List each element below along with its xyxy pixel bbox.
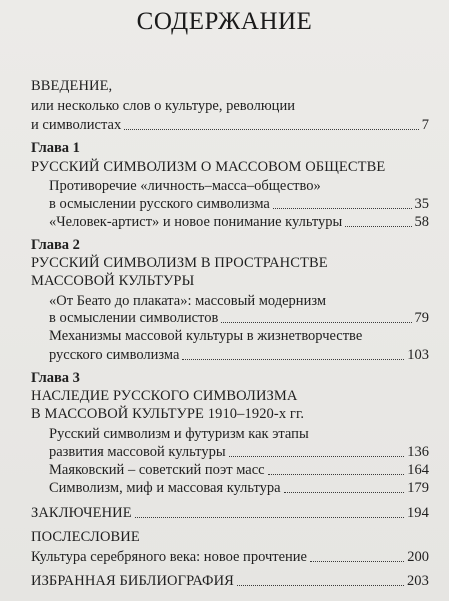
- page-number: 136: [407, 444, 429, 460]
- page-number: 35: [414, 196, 429, 212]
- dot-leader: [124, 128, 419, 130]
- chapter-3-label: Глава 3: [31, 370, 80, 386]
- toc-entry-text: ИЗБРАННАЯ БИБЛИОГРАФИЯ: [31, 573, 234, 589]
- page-number: 194: [406, 505, 429, 521]
- dot-leader: [310, 560, 404, 562]
- chapter-2-label: Глава 2: [31, 237, 80, 253]
- dot-leader: [229, 455, 405, 457]
- toc-entry-ch3-s1: [49, 443, 429, 461]
- toc-entry-intro: [31, 116, 429, 134]
- toc-entry-text: Русский символизм и футуризм как этапы: [49, 426, 309, 442]
- toc-entry-conclusion: [31, 504, 429, 522]
- chapter-3-title: НАСЛЕДИЕ РУССКОГО СИМВОЛИЗМА: [31, 388, 298, 404]
- dot-leader: [182, 358, 404, 360]
- toc-entry-ch1-s2: [49, 213, 429, 231]
- toc-entry-ch2-s2: [49, 346, 429, 364]
- page-number: 179: [407, 480, 429, 496]
- toc-entry-text: и символистах: [31, 117, 122, 133]
- toc-entry-text: Культура серебряного века: новое прочтение: [31, 549, 307, 565]
- dot-leader: [273, 207, 412, 209]
- page-number: 203: [406, 573, 429, 589]
- chapter-3-title-cont: В МАССОВОЙ КУЛЬТУРЕ 1910–1920-х гг.: [31, 406, 305, 422]
- toc-entry-text: «От Беато до плаката»: массовый модернизм: [49, 293, 327, 309]
- page-title: СОДЕРЖАНИЕ: [136, 8, 313, 35]
- toc-entry-text: Противоречие «личность–масса–общество»: [49, 178, 321, 194]
- dot-leader: [135, 516, 404, 518]
- afterword-heading: ПОСЛЕСЛОВИЕ: [31, 529, 140, 545]
- intro-subtitle: или несколько слов о культуре, революции: [31, 98, 295, 114]
- toc-entry-text: Символизм, миф и массовая культура: [49, 480, 281, 496]
- toc-entry-ch3-s3: [49, 479, 429, 497]
- dot-leader: [268, 473, 405, 475]
- toc-entry-text: Механизмы массовой культуры в жизнетворчестве: [49, 328, 363, 344]
- toc-entry-bibliography: [31, 572, 429, 590]
- chapter-2-title: РУССКИЙ СИМВОЛИЗМ В ПРОСТРАНСТВЕ: [31, 255, 328, 271]
- toc-entry-ch2-s1: [49, 309, 429, 327]
- dot-leader: [284, 491, 405, 493]
- chapter-1-label: Глава 1: [31, 140, 80, 156]
- toc-entry-text: в осмыслении русского символизма: [49, 196, 270, 212]
- dot-leader: [345, 225, 411, 227]
- toc-entry-text: развития массовой культуры: [49, 444, 226, 460]
- page-number: 79: [414, 310, 429, 326]
- page-number: 164: [407, 462, 429, 478]
- page-number: 103: [407, 347, 429, 363]
- chapter-1-title: РУССКИЙ СИМВОЛИЗМ О МАССОВОМ ОБЩЕСТВЕ: [31, 159, 386, 175]
- chapter-2-title-cont: МАССОВОЙ КУЛЬТУРЫ: [31, 273, 195, 289]
- intro-heading: ВВЕДЕНИЕ,: [31, 78, 113, 94]
- toc-entry-text: в осмыслении символистов: [49, 310, 219, 326]
- page-number: 58: [414, 214, 429, 230]
- dot-leader: [237, 584, 404, 586]
- dot-leader: [221, 321, 411, 323]
- toc-entry-text: Маяковский – советский поэт масс: [49, 462, 265, 478]
- toc-entry-text: ЗАКЛЮЧЕНИЕ: [31, 505, 132, 521]
- toc-entry-text: русского символизма: [49, 347, 180, 363]
- toc-entry-afterword: [31, 548, 429, 566]
- toc-entry-ch1-s1: [49, 195, 429, 213]
- page-number: 200: [407, 549, 429, 565]
- toc-entry-text: «Человек-артист» и новое понимание культуры: [49, 214, 343, 230]
- toc-entry-ch3-s2: [49, 461, 429, 479]
- page-number: 7: [421, 117, 429, 133]
